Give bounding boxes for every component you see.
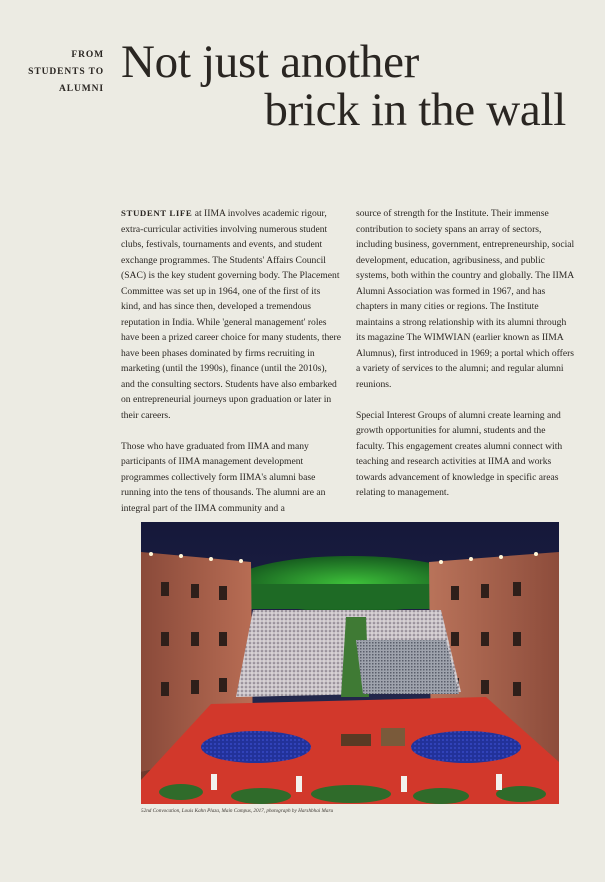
right-column: [356, 206, 576, 516]
page-title-line-1: Not just another: [121, 36, 420, 88]
right-paragraph-1: source of strength for the Institute. Their immense contribution to society spans an array of sectors, including business, government, entrepreneurship, social development, education, agribusiness, and public systems, both within the country and globally. The IIMA Alumni Association was formed in 1967, and has chapters in many cities or regions. The Institute maintains a strong relationship with its alumni through its magazine The WIMWIAN (earlier known as IIMA Alumnus), first introduced in 1969; a portal which offers a variety of services to the alumni; and regular alumni reunions.: [356, 208, 575, 390]
photo-caption: 52nd Convocation, Louis Kahn Plaza, Main Campus, 2017, photograph by Harshbhai Maru: [141, 808, 334, 814]
convocation-photo: [141, 522, 559, 804]
section-label-line-3: ALUMNI: [59, 84, 104, 94]
section-label-line-1: FROM: [71, 50, 104, 60]
convocation-photo-illustration: [141, 522, 559, 804]
left-paragraph-2: Those who have graduated from IIMA and many participants of IIMA management development programmes collectively form IIMA's alumni base running into the tens of thousands. The alumni are an integral part of the IIMA community and a: [121, 440, 326, 514]
page-title-line-2: brick in the wall: [264, 84, 566, 136]
section-label: [0, 47, 104, 98]
left-paragraph-1: [121, 206, 341, 423]
right-paragraph-2: Special Interest Groups of alumni create learning and growth opportunities for alumni, students and the faculty. This engagement creates alumni connect with teaching and research activities at IIMA and works towards advancement of knowledge in specific areas relating to management.: [356, 409, 563, 498]
page-title: [121, 38, 566, 134]
left-column: [121, 206, 341, 532]
lead-in: STUDENT LIFE: [121, 208, 193, 218]
left-paragraph-1-text: at IIMA involves academic rigour, extra-curricular activities involving numerous student clubs, festivals, tournaments and events, and student exchange programmes. The Students' Affairs Council (SAC) is the key student governing body. The Placement Committee was set up in 1964, one of the first of its kind, and has since then, developed a tremendous reputation in India. While 'general management' roles have been a prized career choice for many students, there have been phases dominated by firms recruiting in marketing (until the 1990s), finance (until the 2010s), and the consulting sectors. Students have also embarked on entrepreneurial journeys upon graduation or later in their careers.: [121, 208, 342, 421]
section-label-line-2: STUDENTS TO: [28, 67, 104, 77]
